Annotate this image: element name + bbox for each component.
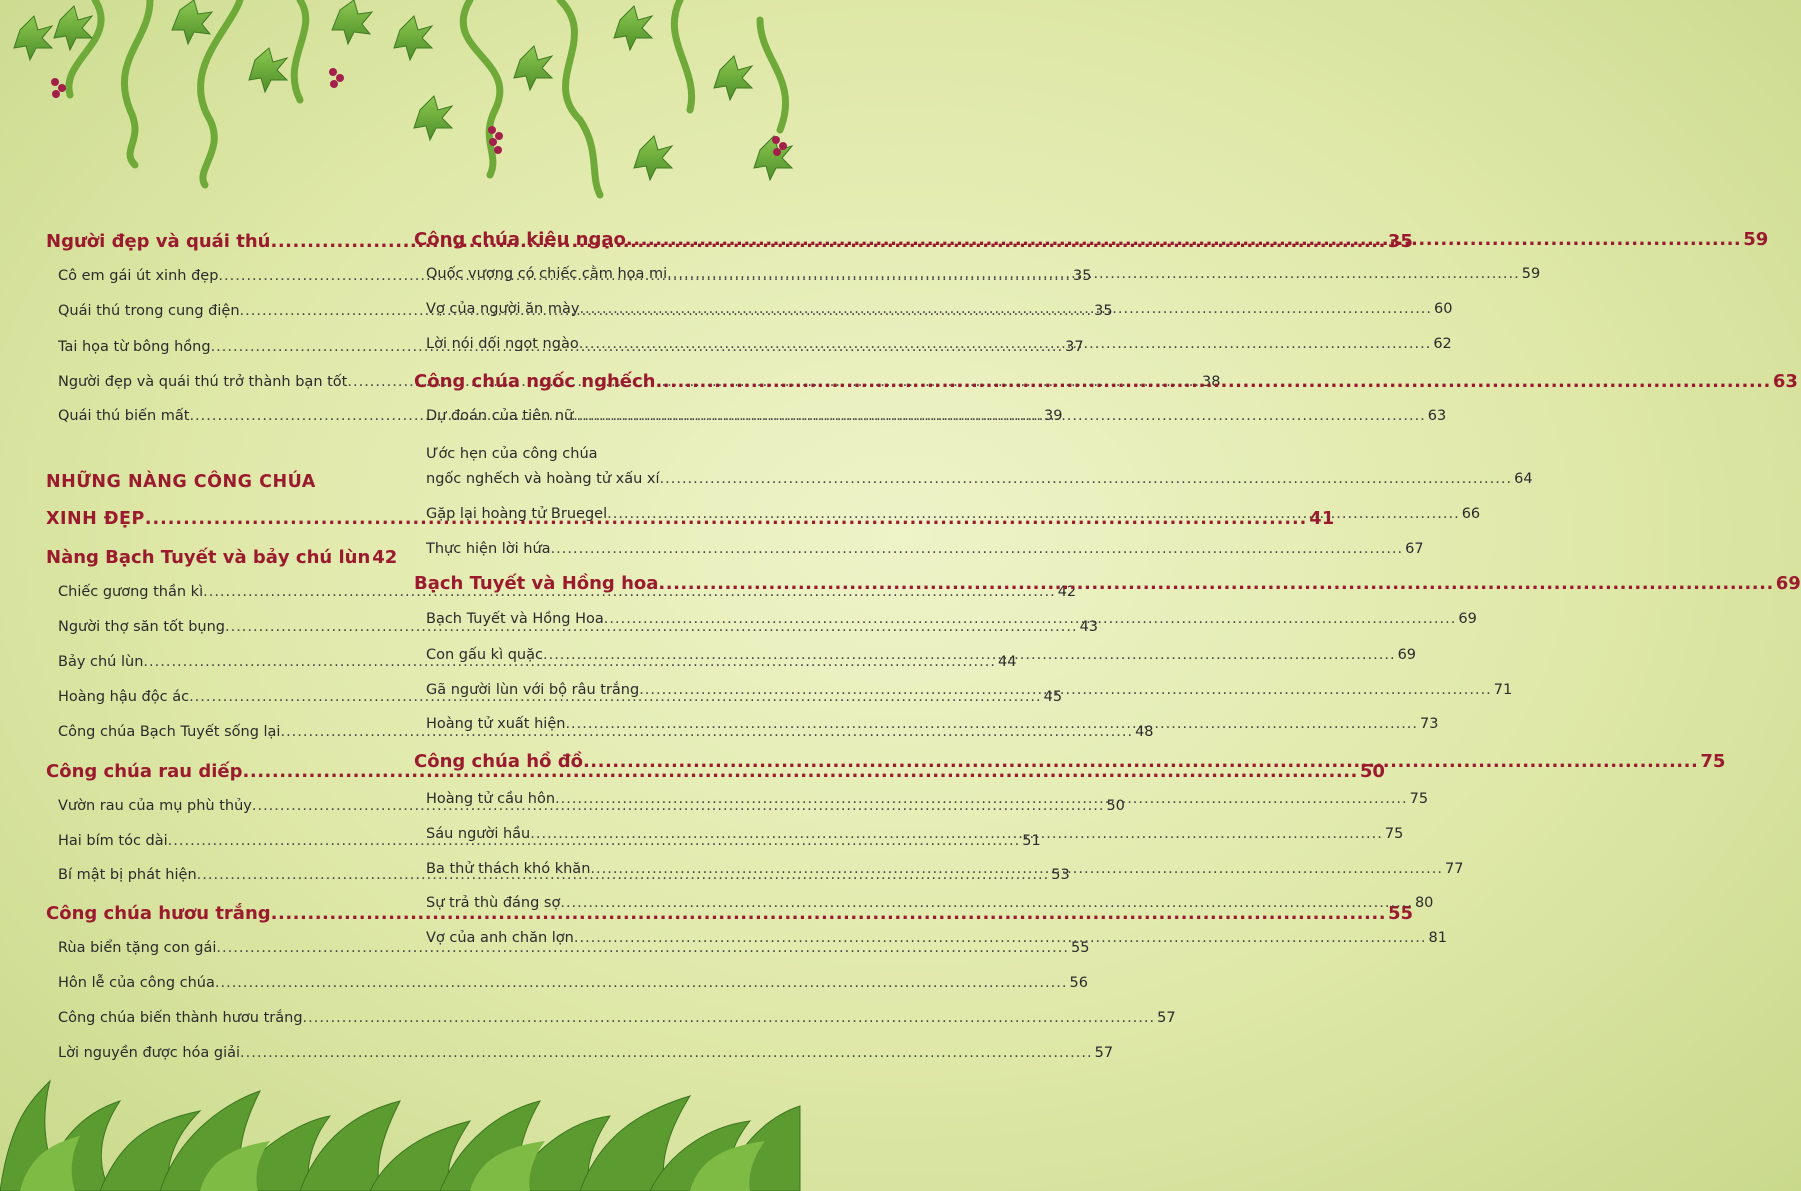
entry-label: Hai bím tóc dài [58,833,168,849]
entry-label: Vườn rau của mụ phù thủy [58,798,252,814]
heading-page: 55 [1388,903,1414,924]
entry-label: Gặp lại hoàng tử Bruegel [426,506,608,522]
leader-dots [215,973,1068,993]
entry-page: 69 [1397,647,1417,663]
entry-page: 44 [998,654,1017,670]
entry-label: Người thợ săn tốt bụng [58,619,225,635]
entry-label: Gã người lùn với bộ râu trắng [426,682,640,698]
toc-entry[interactable] [46,1043,1114,1063]
section-title-line1: NHỮNG NÀNG CÔNG CHÚA [46,472,316,492]
entry-label: Quái thú trong cung điện [58,303,240,319]
heading-page: 35 [1387,231,1413,252]
leader-dots [607,504,1460,524]
toc-entry-line1[interactable]: Ước hẹn của công chúa [426,446,598,462]
heading-page: 63 [1772,371,1798,392]
entry-page: 53 [1051,867,1070,883]
entry-page: 50 [1106,798,1125,814]
entry-label: Công chúa biến thành hươu trắng [58,1010,303,1026]
entry-label: Ba thử thách khó khăn [426,861,591,877]
leader-dots [579,334,1432,354]
entry-page: 64 [1514,471,1533,487]
entry-page: 51 [1022,833,1041,849]
entry-page: 48 [1135,724,1154,740]
entry-label: Thực hiện lời hứa [426,541,551,557]
leader-dots [240,1043,1093,1063]
leader-dots [551,539,1404,559]
leader-dots [626,228,1741,252]
entry-label: ngốc nghếch và hoàng tử xấu xí [426,471,660,487]
entry-page: 35 [1073,268,1092,284]
leader-dots [573,406,1426,426]
entry-page: 77 [1444,861,1464,877]
entry-label: Lời nguyền được hóa giải [58,1045,241,1061]
leader-dots [530,824,1383,844]
toc-entry[interactable] [414,469,1533,489]
leader-dots [555,789,1408,809]
heading-page: 75 [1700,751,1726,772]
entry-page: 35 [1094,303,1113,319]
leader-dots [579,299,1432,319]
heading-page: 59 [1743,229,1769,250]
toc-entry[interactable] [414,539,1424,559]
heading-title: Công chúa hươu trắng [46,903,271,924]
entry-label: Hôn lễ của công chúa [58,975,215,991]
entry-label: Cô em gái út xinh đẹp [58,268,219,284]
entry-label: Hoàng hậu độc ác [58,689,190,705]
leader-dots [303,1008,1156,1028]
entry-label: Chiếc gương thần kì [58,584,204,600]
entry-label: Tai họa từ bông hồng [58,339,211,355]
toc-entry[interactable] [414,893,1434,913]
entry-page: 57 [1094,1045,1114,1061]
leader-dots [565,714,1418,734]
heading-page: 69 [1775,573,1801,594]
entry-page: 38 [1201,374,1221,390]
heading-title: Công chúa rau diếp [46,761,243,782]
entry-page: 43 [1079,619,1099,635]
entry-label: Vợ của anh chăn lợn [426,930,574,946]
entry-page: 63 [1427,408,1447,424]
heading-title: Công chúa ngốc nghếch [414,371,656,392]
leader-dots [667,264,1520,284]
entry-page: 73 [1420,716,1439,732]
grass-decoration-bottom [0,1041,800,1191]
entry-page: 42 [1057,584,1077,600]
entry-label: Rùa biển tặng con gái [58,940,217,956]
leader-dots [658,572,1773,596]
leader-dots [590,859,1443,879]
entry-label: Bảy chú lùn [58,654,144,670]
heading-title: Công chúa hồ đồ [414,751,583,772]
heading-page: 50 [1359,761,1385,782]
entry-label: Lời nói dối ngọt ngào [426,336,579,352]
toc-heading-entry[interactable] [46,546,398,570]
entry-page: 71 [1493,682,1513,698]
entry-label: Sự trả thù đáng sợ [426,895,561,911]
heading-title: Công chúa kiêu ngạo [414,229,626,250]
entry-page: 80 [1414,895,1434,911]
entry-page: 75 [1409,791,1429,807]
heading-title: Nàng Bạch Tuyết và bảy chú lùn [46,547,371,568]
entry-label: Sáu người hầu [426,826,531,842]
leader-dots [660,469,1513,489]
entry-page: 69 [1458,611,1477,627]
entry-page: 55 [1071,940,1090,956]
entry-page: 39 [1044,408,1063,424]
vine-decoration-top [0,0,800,210]
leader-dots [639,680,1492,700]
heading-title: Người đẹp và quái thú [46,231,271,252]
entry-page: 75 [1384,826,1404,842]
leader-dots [543,645,1396,665]
entry-page: 60 [1434,301,1453,317]
entry-label: Hoàng tử cầu hôn [426,791,556,807]
entry-page: 81 [1428,930,1447,946]
entry-label: Con gấu kì quặc [426,647,543,663]
toc-entry[interactable] [46,973,1088,993]
entry-label: Bí mật bị phát hiện [58,867,197,883]
entry-page: 66 [1461,506,1481,522]
entry-label: Công chúa Bạch Tuyết sống lại [58,724,281,740]
entry-page: 59 [1521,266,1541,282]
entry-label: Quốc vương có chiếc cằm họa mi [426,266,668,282]
entry-label: Người đẹp và quái thú trở thành bạn tốt [58,374,348,390]
heading-title: Bạch Tuyết và Hồng hoa [414,573,659,594]
entry-page: 56 [1069,975,1088,991]
entry-page: 57 [1157,1010,1176,1026]
entry-label: Bạch Tuyết và Hồng Hoa [426,611,604,627]
heading-page: 42 [372,547,398,568]
entry-label: Vợ của người ăn mày [426,301,580,317]
toc-entry[interactable] [46,1008,1176,1028]
entry-page: 67 [1405,541,1424,557]
entry-page: 37 [1065,339,1084,355]
entry-page: 62 [1433,336,1452,352]
leader-dots [583,750,1698,774]
leader-dots [655,370,1770,394]
section-title-line2: XINH ĐẸP [46,509,145,529]
entry-label: Dự đoán của tiên nữ [426,408,574,424]
leader-dots [574,928,1427,948]
section-page: 41 [1309,509,1335,529]
leader-dots [560,893,1413,913]
leader-dots [604,609,1457,629]
entry-label: Hoàng tử xuất hiện [426,716,566,732]
entry-page: 45 [1043,689,1063,705]
entry-label: Quái thú biến mất [58,408,190,424]
